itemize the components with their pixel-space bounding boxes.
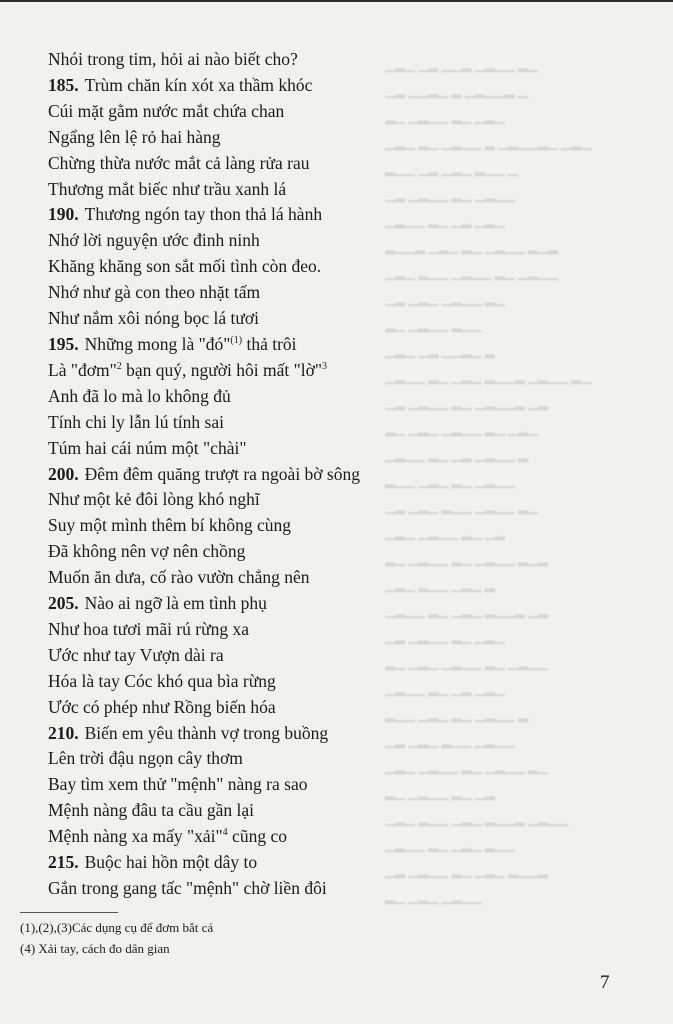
verse-number: 215. (48, 852, 79, 873)
verse-number: 205. (48, 593, 79, 614)
verse-text: Ước như tay Vượn dài ra (48, 644, 224, 665)
poem-line (48, 384, 360, 410)
verse-text: cũng co (227, 826, 287, 847)
poem-line (48, 358, 360, 384)
poem-line (48, 798, 360, 824)
verse-text: Buộc hai hồn một dây to (84, 852, 258, 873)
verse-text: Như nắm xôi nóng bọc lá tươi (48, 308, 259, 329)
footnote: (1),(2),(3)Các dụng cụ để đơm bắt cá (20, 920, 214, 935)
verse-text: Gắn trong gang tấc "mệnh" chờ liền đôi (48, 878, 327, 898)
poem-line (48, 99, 360, 125)
verse-text: Mệnh nàng đâu ta cầu gần lại (48, 800, 255, 821)
footnotes (20, 917, 213, 959)
poem-line (48, 125, 360, 151)
footnote-marker: 4 (222, 827, 228, 839)
poem-line (48, 436, 360, 462)
verse-number: 195. (48, 333, 79, 354)
verse-text: Suy một mình thêm bí không cùng (48, 515, 292, 536)
verse-text: Thương ngón tay thon thả lá hành (84, 204, 323, 225)
verse-text: Lên trời đậu ngọn cây thơm (48, 748, 243, 769)
verse-number: 210. (48, 722, 79, 743)
poem-body (48, 47, 360, 902)
poem-line (48, 228, 360, 254)
page-top-edge (0, 0, 673, 2)
poem-line (48, 280, 360, 306)
verse-text: Trùm chăn kín xót xa thầm khóc (84, 74, 313, 95)
poem-line (48, 539, 360, 565)
verse-text: Cúi mặt gằm nước mắt chứa chan (48, 100, 285, 121)
poem-line (48, 721, 360, 747)
poem-line (48, 669, 360, 695)
poem-line (48, 824, 360, 850)
verse-text: Nhớ như gà con theo nhặt tấm (48, 282, 261, 303)
poem-line (48, 565, 360, 591)
footnote-marker: 3 (322, 361, 328, 373)
poem-line (48, 876, 360, 902)
verse-text: Nào ai ngỡ là em tình phụ (84, 593, 267, 614)
verse-text: Túm hai cái núm một "chài" (48, 437, 247, 458)
verse-text: Đã không nên vợ nên chồng (48, 541, 246, 562)
verse-text: Những mong là "đó" (84, 333, 231, 354)
poem-line (48, 306, 360, 332)
verse-text: Hóa là tay Cóc khó qua bìa rừng (48, 670, 276, 691)
verse-text: bạn quý, người hôi mất "lờ" (121, 359, 323, 380)
poem-line (48, 772, 360, 798)
verse-number: 190. (48, 204, 79, 225)
footnote-marker: (1) (230, 335, 243, 347)
verse-text: thả trôi (242, 333, 297, 354)
poem-line (48, 643, 360, 669)
verse-text: Ngẩng lên lệ rỏ hai hàng (48, 126, 221, 147)
poem-line (48, 513, 360, 539)
verse-text: Là "đơm" (48, 359, 117, 380)
verse-text: Chừng thừa nước mắt cả làng rửa rau (48, 152, 310, 173)
verse-text: Ước có phép như Rồng biến hóa (48, 696, 276, 717)
verse-text: Biến em yêu thành vợ trong buồng (84, 722, 329, 743)
verse-text: Thương mắt biếc như trầu xanh lá (48, 178, 287, 199)
poem-line (48, 332, 360, 358)
footnote-marker: 2 (116, 361, 122, 373)
show-through-text: ▁▂▁ ▁▂ ▁▁▂ ▁▂▁▁ ▂▁ ▁▂ ▁▁▂▁ ▂ ▁▂▁▁▂ ▁ ▂▁ ▁▂▁▁ ▂▁ ▁▂▁ ▁▂▁ ▂▁ ▁▂▁▁ ▂ ▁▂▁▁▂▁ ▁▂▁ ▂▁▁ ▁▂ ▁▂▁ ▂▁▁ ▁ ▁▂ ▁▂▁▁ ▂▁ ▁▂▁▁ ▁▂▁▁ ▂▁ ▁▂ ▁▂▁ ▂▁▁▂ ▁▂▁ ▂▁ ▁▂▁▁ ▂▁▂ ▁▂▁ ▂▁▁ ▁▂▁▁ ▂▁ ▁▂▁▁ ▁▂ ▁▂▁ ▁▂▁▁ ▂▁ ▂▁ ▁▂▁▁ ▂▁▁ ▁▂▁ ▁▂ ▁▁▂▁ ▂ ▁▂▁▁ ▂▁ ▁▂▁ ▂▁▁▂ ▁▂▁▁ ▂▁ ▁▂ ▁▂▁▁ ▂▁ ▁▂▁▁▂ ▁▂ ▂▁ ▁▂▁ ▁▂▁▁ ▂▁ ▁▂▁ ▁▂▁▁ ▂▁ ▁▂ ▁▂▁▁ ▂ ▂▁▁ ▁▂▁ ▂▁ ▁▂▁▁ ▁▂ ▁▂▁ ▂▁▁ ▁▂▁▁ ▂▁ ▁▂▁ ▁▂▁▁ ▂▁ ▁▂ ▂▁ ▁▂▁▁ ▂▁ ▁▂▁▁ ▂▁▂ ▁▂▁ ▂▁▁ ▁▂▁ ▂ ▁▂▁▁ ▂▁ ▁▂▁ ▂▁▁▂ ▁▂ ▁▂ ▁▂▁▁ ▂▁ ▁▂▁ ▂▁ ▁▂▁ ▁▂▁▁ ▂▁ ▁▂▁▁ ▁▂▁▁ ▂▁ ▁▂ ▁▂▁ ▂▁▁ ▁▂▁ ▂▁ ▁▂▁▁ ▂ ▁▂ ▁▂▁ ▂▁▁ ▁▂▁▁ ▁▂▁ ▁▂▁▁ ▂▁ ▁▂▁▁ ▂▁ ▂▁ ▁▂▁▁ ▂▁ ▁▂ ▁▂▁ ▂▁▁ ▁▂▁ ▂▁▁▂ ▁▂▁▁ ▁▂▁▁ ▂▁ ▁▂▁ ▂▁▁ ▁▂ ▁▂▁▁ ▂▁ ▁▂▁ ▂▁▁▂ ▂▁ ▁▂▁ ▁▂▁▁ (385, 57, 592, 904)
poem-line (48, 177, 360, 203)
poem-line (48, 73, 360, 99)
poem-line (48, 617, 360, 643)
verse-number: 185. (48, 74, 79, 95)
verse-text: Anh đã lo mà lo không đủ (48, 385, 231, 406)
poem-line (48, 410, 360, 436)
poem-line (48, 746, 360, 772)
verse-text: Nhói trong tim, hỏi ai nào biết cho? (48, 49, 298, 69)
verse-text: Tính chi ly lẫn lú tính sai (48, 411, 224, 432)
footnote-divider (20, 912, 118, 913)
verse-text: Như một kẻ đôi lòng khó nghĩ (48, 489, 260, 510)
page-number: 7 (600, 972, 610, 993)
poem-line (48, 47, 360, 73)
verse-text: Khăng khăng son sắt mối tình còn đeo. (48, 256, 322, 277)
poem-line (48, 591, 360, 617)
poem-line (48, 151, 360, 177)
footnote: (4) Xải tay, cách đo dân gian (20, 941, 170, 956)
poem-line (48, 202, 360, 228)
poem-line (48, 487, 360, 513)
verse-text: Muốn ăn dưa, cố rào vườn chẳng nên (48, 567, 310, 588)
verse-text: Như hoa tươi mãi rú rừng xa (48, 618, 250, 639)
poem-line (48, 254, 360, 280)
verse-text: Đêm đêm quăng trượt ra ngoài bờ sông (84, 463, 360, 484)
poem-line (48, 850, 360, 876)
poem-line (48, 462, 360, 488)
poem-line (48, 695, 360, 721)
verse-text: Mệnh nàng xa mấy "xải" (48, 826, 223, 847)
verse-text: Nhớ lời nguyện ước đinh ninh (48, 230, 260, 251)
verse-text: Bay tìm xem thử "mệnh" nàng ra sao (48, 774, 308, 795)
verse-number: 200. (48, 463, 79, 484)
